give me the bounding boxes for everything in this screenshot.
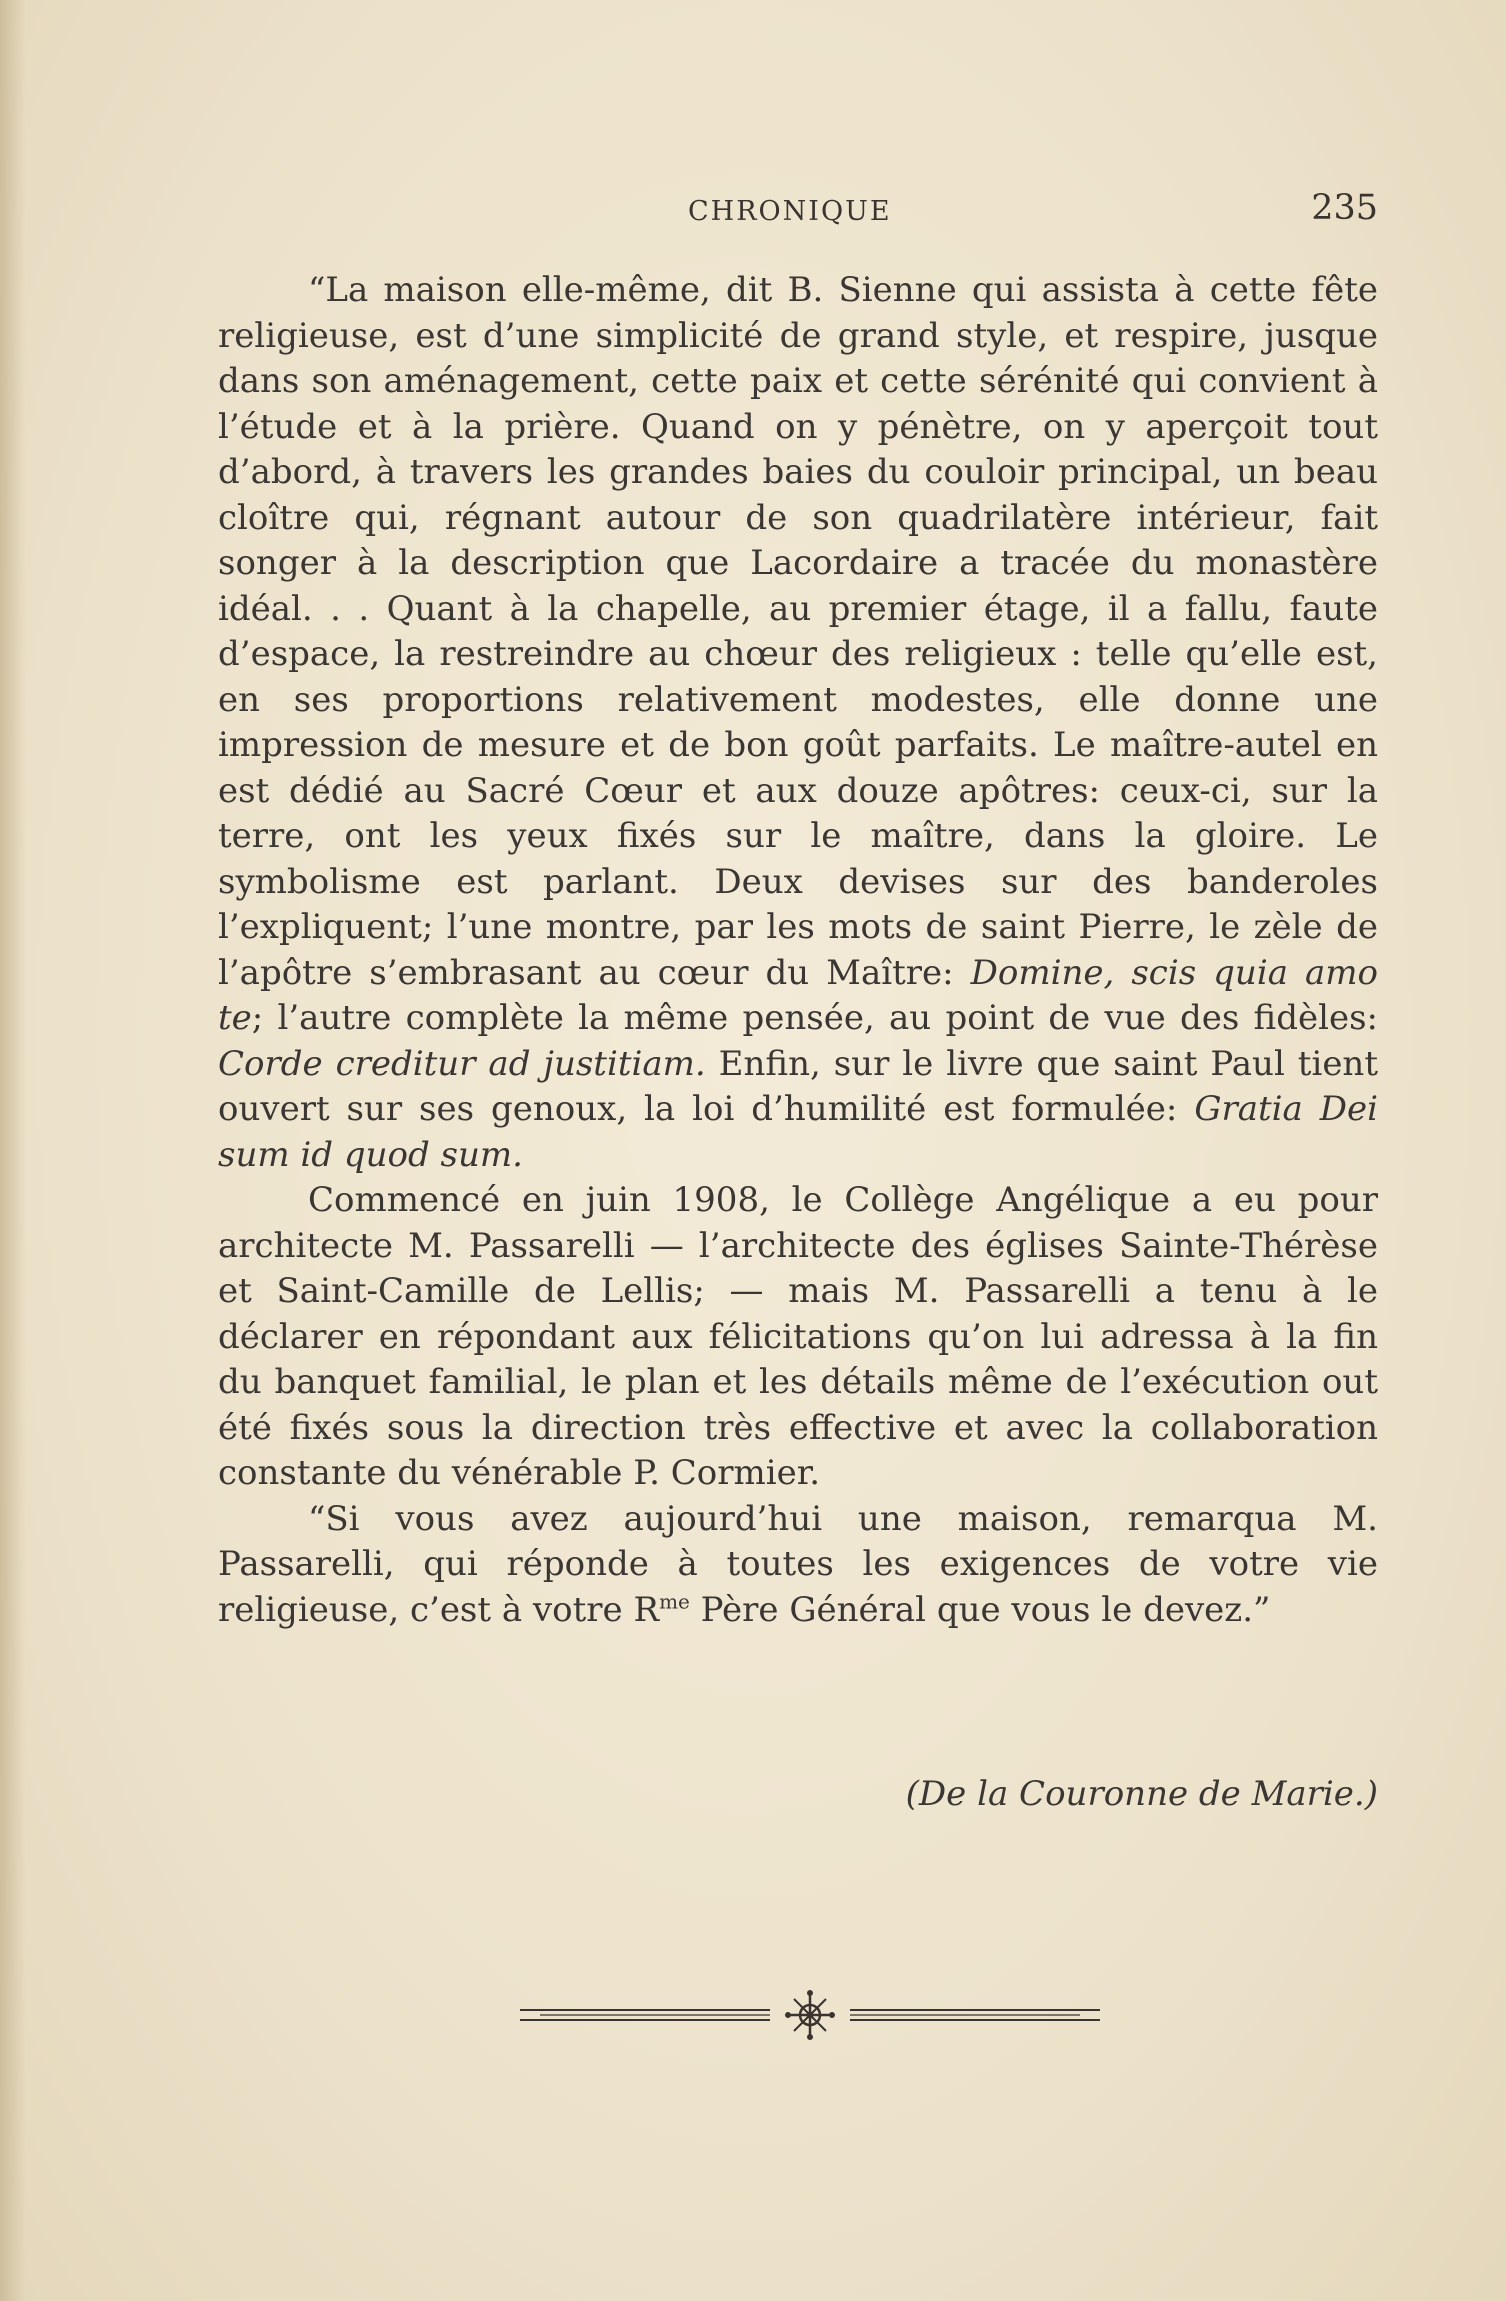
- running-head: CHRONIQUE: [688, 196, 892, 227]
- page-header: [218, 188, 1378, 232]
- latin-quote-2: Corde creditur ad justitiam.: [218, 1043, 706, 1084]
- paragraph-3: [218, 1497, 1378, 1634]
- paragraph-3-text-a: “Si vous avez aujourd’hui une maison, remarqua M. Passarelli, qui réponde à toutes les exigences de votre vie religieuse, c’est à votre R: [218, 1498, 1378, 1630]
- fleuron-ornament-icon: [520, 1990, 1100, 2040]
- latin-quote-3: Gratia Dei sum id quod sum.: [218, 1089, 1378, 1175]
- paragraph-3-text-b: Père Général que vous le devez.”: [689, 1589, 1271, 1630]
- paragraph-1: [218, 268, 1378, 1178]
- paragraph-2: Commencé en juin 1908, le Collège Angélique a eu pour architecte M. Passarelli — l’architecte des églises Sainte-Thérèse et Saint-Camille de Lellis; — mais M. Passarelli a tenu à le déclarer en répondant aux félicitations qu’on lui adressa à la fin du banquet familial, le plan et les détails même de l’exécution out été fixés sous la direction très effective et avec la collaboration constante du vénérable P. Cormier.: [218, 1180, 1378, 1493]
- paragraph-1-text-a: “La maison elle-même, dit B. Sienne qui assista à cette fête religieuse, est d’une simplicité de grand style, et respire, jusque dans son aménagement, cette paix et cette sérénité qui convient à l’étude et à la prière. Quand on y pénètre, on y aperçoit tout d’abord, à travers les grandes baies du couloir principal, un beau cloître qui, régnant autour de son quadrilatère intérieur, fait songer à la description que Lacordaire a tracée du monastère idéal. . . Quant à la chapelle, au premier étage, il a fallu, faute d’espace, la restreindre au chœur des religieux : telle qu’elle est, en ses proportions relativement modestes, elle donne une impression de mesure et de bon goût parfaits. Le maître-autel en est dédié au Sacré Cœur et aux douze apôtres: ceux-ci, sur la terre, ont les yeux fixés sur le maître, dans la gloire. Le symbolisme est parlant. Deux devises sur des banderoles l’expliquent; l’une montre, par les mots de saint Pierre, le zèle de l’apôtre s’embrasant au cœur du Maître:: [218, 270, 1378, 993]
- paragraph-1-text-c: Enfin, sur le livre que saint Paul tient ouvert sur ses genoux, la loi d’humilité est formulée:: [218, 1043, 1378, 1129]
- superscript-me: me: [659, 1589, 690, 1614]
- latin-quote-1: Domine, scis quia amo te: [218, 952, 1378, 1038]
- source-attribution: (De la Couronne de Marie.): [905, 1774, 1378, 1814]
- paragraph-1-text-b: ; l’autre complète la même pensée, au point de vue des fidèles:: [251, 998, 1378, 1038]
- body-text: [218, 268, 1378, 1633]
- page-number: 235: [1311, 188, 1378, 228]
